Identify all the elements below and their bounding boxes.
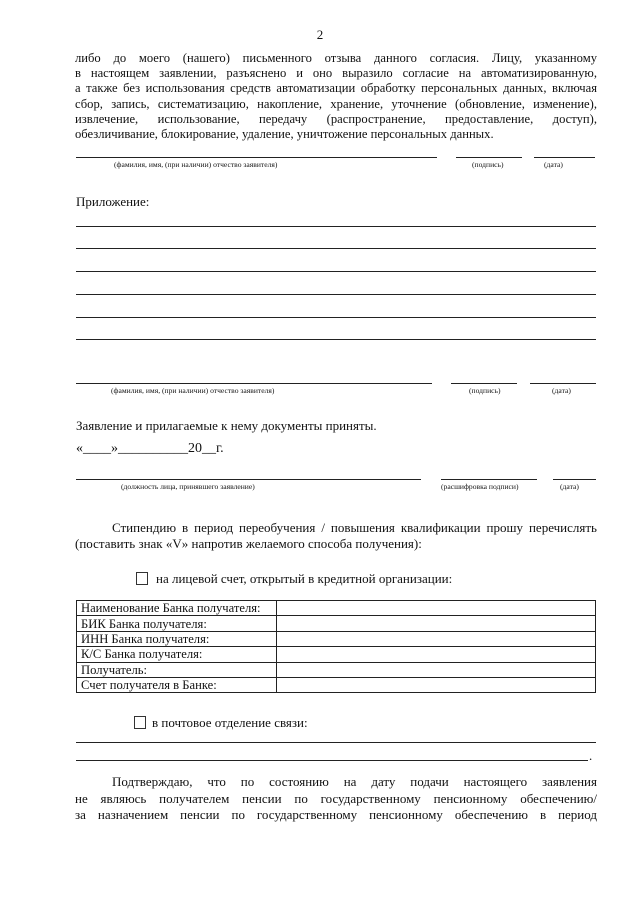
attachment-line[interactable] [76,248,596,249]
attachment-line[interactable] [76,226,596,227]
date-caption: (дата) [560,482,579,491]
corr-account-value[interactable] [277,647,596,662]
consent-line: в настоящем заявлении, разъяснено и оно выразило согласие на автоматизированную, [75,66,597,81]
post-office-option-label: в почтовое отделение связи: [152,715,308,730]
bank-details-table [76,600,596,693]
consent-line: обезличивание, блокирование, удаление, уничтожение персональных данных. [75,127,494,142]
post-address-line[interactable] [76,742,596,743]
consent-line: извлечение, использование, передачу (распространение, предоставление, доступ), [75,111,597,126]
date-line[interactable] [530,383,596,384]
confirm-line: за назначением пенсии по государственному пенсионному обеспечению в период [75,807,597,822]
account-option-label: на лицевой счет, открытый в кредитной организации: [156,571,453,586]
table-row [77,616,596,631]
account-checkbox[interactable] [136,572,148,585]
position-caption: (должность лица, принявшего заявление) [121,482,255,491]
stipend-line: Стипендию в период переобучения / повышения квалификации прошу перечислять [112,520,597,535]
signature-line[interactable] [451,383,517,384]
date-line[interactable] [553,479,596,480]
consent-line: либо до моего (нашего) письменного отзыва данного согласия. Лицу, указанному [75,51,597,65]
applicant-name-line[interactable] [76,383,432,384]
table-row [77,647,596,662]
applicant-name-line[interactable] [76,157,437,158]
acceptance-date[interactable]: «____»__________20__г. [76,441,224,456]
attachment-label: Приложение: [76,194,150,209]
signature-caption: (подпись) [472,160,504,169]
signature-decode-caption: (расшифровка подписи) [441,482,519,491]
table-row [77,677,596,692]
recipient-account-value[interactable] [277,677,596,692]
position-line[interactable] [76,479,421,480]
attachment-line[interactable] [76,294,596,295]
confirm-line: Подтверждаю, что по состоянию на дату подачи настоящего заявления [112,774,597,789]
signature-decode-line[interactable] [441,479,537,480]
table-row [77,601,596,616]
bank-name-label: Наименование Банка получателя: [77,601,277,616]
recipient-label: Получатель: [77,662,277,677]
confirm-paragraph [75,774,597,824]
page-number: 2 [316,27,324,42]
bank-name-value[interactable] [277,601,596,616]
bik-value[interactable] [277,616,596,631]
post-address-line[interactable] [76,760,588,761]
post-office-checkbox[interactable] [134,716,146,729]
date-caption: (дата) [544,160,563,169]
consent-line: сбор, запись, систематизацию, накопление, хранение, уточнение (обновление, изменение), [75,96,597,111]
inn-label: ИНН Банка получателя: [77,631,277,646]
acceptance-text: Заявление и прилагаемые к нему документы приняты. [76,418,377,433]
applicant-name-caption: (фамилия, имя, (при наличии) отчество заявителя) [114,160,278,169]
recipient-value[interactable] [277,662,596,677]
date-line[interactable] [534,157,595,158]
attachment-line[interactable] [76,339,596,340]
consent-paragraph [75,51,597,142]
consent-line: а также без использования средств автоматизации обработку персональных данных, включая [75,81,597,96]
attachment-line[interactable] [76,271,596,272]
stipend-paragraph [75,520,597,552]
table-row [77,631,596,646]
signature-caption: (подпись) [469,386,501,395]
applicant-name-caption: (фамилия, имя, (при наличии) отчество заявителя) [111,386,275,395]
post-line-end: . [589,748,593,763]
corr-account-label: К/С Банка получателя: [77,647,277,662]
table-row [77,662,596,677]
inn-value[interactable] [277,631,596,646]
stipend-line: (поставить знак «V» напротив желаемого способа получения): [75,536,422,551]
attachment-line[interactable] [76,317,596,318]
confirm-line: не являюсь получателем пенсии по государственному пенсионному обеспечению/ [75,790,597,806]
recipient-account-label: Счет получателя в Банке: [77,677,277,692]
date-caption: (дата) [552,386,571,395]
bik-label: БИК Банка получателя: [77,616,277,631]
signature-line[interactable] [456,157,522,158]
